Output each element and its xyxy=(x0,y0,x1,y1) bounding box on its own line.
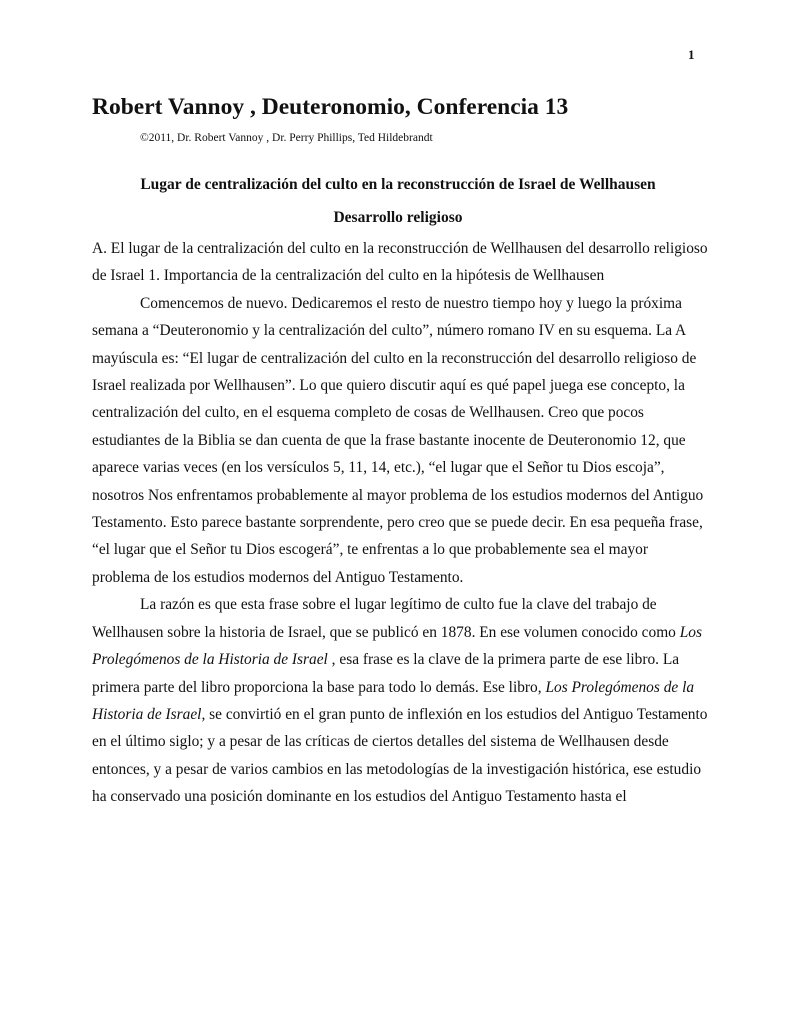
section-heading-line2: Desarrollo religioso xyxy=(333,209,463,226)
book-title: Los Prolegómenos de la Historia de Israel, xyxy=(92,678,695,723)
paragraph-wellhausen-reason xyxy=(92,591,708,810)
copyright-line: ©2011, Dr. Robert Vannoy , Dr. Perry Phillips, Ted Hildebrandt xyxy=(140,132,433,144)
section-heading xyxy=(92,168,704,234)
paragraph-introduction: Comencemos de nuevo. Dedicaremos el resto de nuestro tiempo hoy y luego la próxima semana a “Deuteronomio y la centralización del culto”, número romano IV en su esquema. La A mayúscula es: “El lugar de centralización del culto en la reconstrucción del desarrollo religioso de Israel realizada por Wellhausen”. Lo que quiero discutir aquí es qué papel juega ese concepto, la centralización del culto, en el esquema completo de cosas de Wellhausen. Creo que pocos estudiantes de la Biblia se dan cuenta de que la frase bastante inocente de Deuteronomio 12, que aparece varias veces (en los versículos 5, 11, 14, etc.), “el lugar que el Señor tu Dios escoja”, nosotros Nos enfrentamos probablemente al mayor problema de los estudios modernos del Antiguo Testamento. Esto parece bastante sorprendente, pero creo que se puede decir. En esa pequeña frase, “el lugar que el Señor tu Dios escogerá”, te enfrentas a lo que probablemente sea el mayor problema de los estudios modernos del Antiguo Testamento. xyxy=(92,294,704,586)
book-title: Los Prolegómenos de la Historia de Israel xyxy=(92,623,702,669)
paragraph-text-part: se convirtió en el gran punto de inflexión en los estudios del Antiguo Testamento en el último siglo; y a pesar de las críticas de ciertos detalles del sistema de Wellhausen desde entonces, y a pesar de varios cambios en las metodologías de la investigación histórica, ese estudio ha conservado una posición dominante en los estudios del Antiguo Testamento hasta el xyxy=(92,705,708,806)
body-text xyxy=(92,235,708,811)
outline-paragraph: A. El lugar de la centralización del culto en la reconstrucción de Wellhausen del desarrollo religioso de Israel 1. Importancia de la centralización del culto en la hipótesis de Wellhausen xyxy=(92,240,708,285)
document-title: Robert Vannoy , Deuteronomio, Conferencia 13 xyxy=(92,94,569,120)
page-number: 1 xyxy=(688,47,695,62)
section-heading-line1: Lugar de centralización del culto en la reconstrucción de Israel de Wellhausen xyxy=(140,176,656,193)
paragraph-text-part: , esa frase es la clave de la primera parte de ese libro. La primera parte del libro proporciona la base para todo lo demás. Ese libro, xyxy=(92,651,680,696)
paragraph-text-part: La razón es que esta frase sobre el lugar legítimo de culto fue la clave del trabajo de Wellhausen sobre la historia de Israel, que se publicó en 1878. En ese volumen conocido como xyxy=(92,596,680,641)
